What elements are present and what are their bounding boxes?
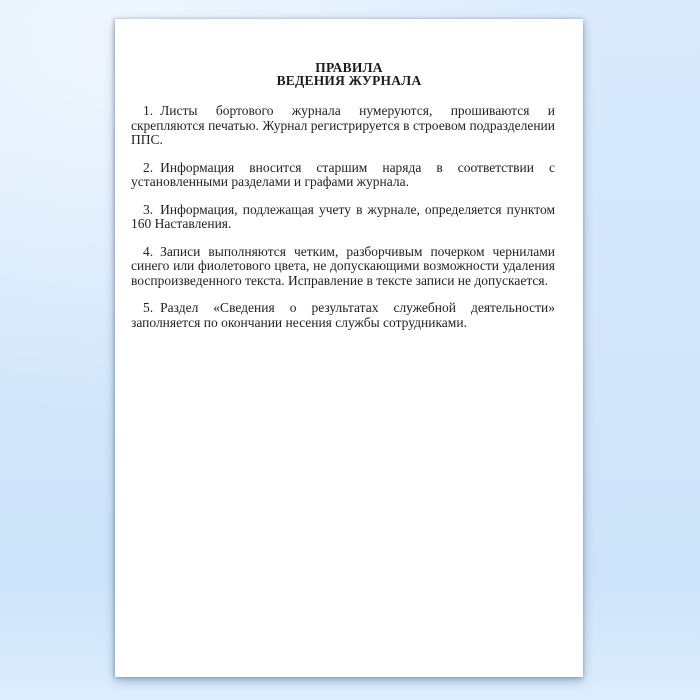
paragraph-text: Раздел «Сведения о результатах служебной деятельности» заполняется по окончании несения службы сотрудниками. [131, 300, 555, 330]
paragraph-number: 5. [143, 300, 154, 316]
paragraph-number: 1. [143, 103, 154, 119]
paragraph [131, 203, 555, 232]
paragraph-number: 3. [143, 201, 154, 217]
paragraph [131, 104, 555, 147]
document-body [131, 104, 555, 330]
paragraph-text: Информация вносится старшим наряда в соответствии с установленными разделами и графами журнала. [131, 159, 555, 190]
document-page [115, 19, 583, 677]
document-title [115, 61, 583, 87]
paragraph-text: Информация, подлежащая учету в журнале, определяется пунктом 160 Наставления. [131, 201, 555, 232]
paragraph-number: 2. [143, 159, 154, 175]
paragraph [131, 161, 555, 190]
paragraph-text: Записи выполняются четким, разборчивым почерком чернилами синего или фиолетового цвета, не допускающими возможности удаления воспроизведенного текста. Исправление в тексте записи не допускается. [131, 243, 555, 288]
document-title-line1: ПРАВИЛА [315, 60, 383, 75]
paragraph [131, 245, 555, 288]
paragraph [131, 301, 555, 330]
paragraph-text: Листы бортового журнала нумеруются, прошиваются и скрепляются печатью. Журнал регистрируется в строевом подразделении ППС. [131, 103, 555, 147]
paragraph-number: 4. [143, 243, 154, 259]
document-title-line2: ВЕДЕНИЯ ЖУРНАЛА [276, 73, 422, 89]
